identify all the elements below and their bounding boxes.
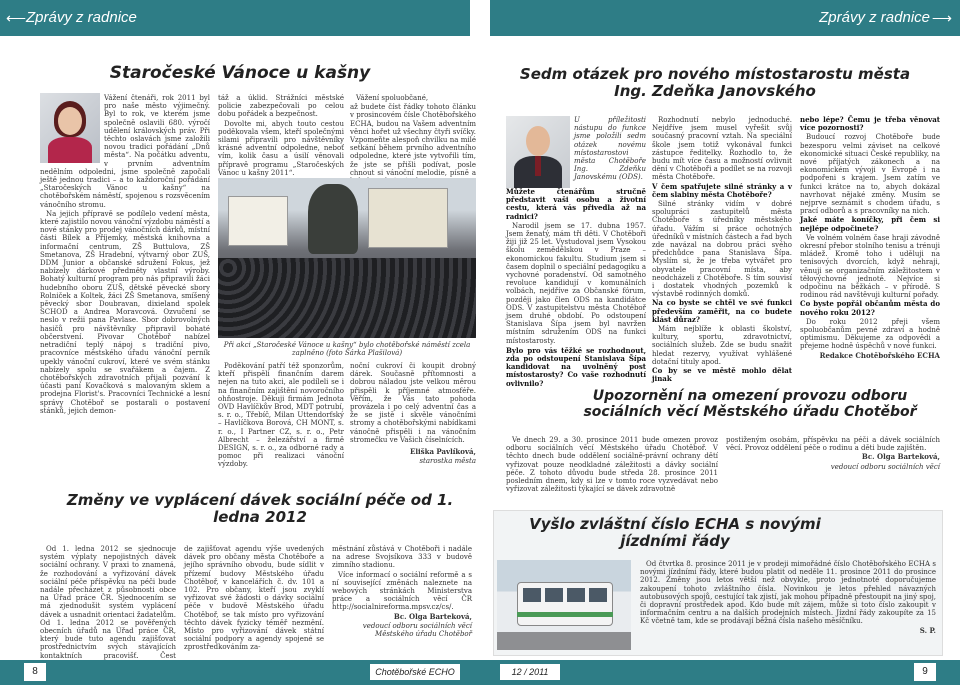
signature-role: starostka města: [419, 457, 476, 466]
benefits-column-2: [184, 545, 324, 655]
building-shape: [368, 188, 448, 248]
interview-intro: U příležitosti nástupu do funkce jsme položili sedm otázek novému místostarostovi města Chotěboře Ing. Zdeňku Janovskému (ODS).: [574, 116, 646, 182]
col3-paragraph-1: Vážení spoluobčané,: [356, 94, 429, 102]
page-number-left: 8: [24, 663, 46, 681]
col1-paragraph-1: [40, 94, 210, 209]
page-gutter: [470, 0, 490, 36]
header-left-text: Zprávy z radnice: [26, 9, 137, 26]
photo-float-space: [40, 94, 104, 166]
col3-paragraph-2: až budete číst řádky tohoto článku v prosincovém čísle Chotěbořského ECHA, budou na Vašem adventním věnci hořet už všechny čtyři svíčky. Vzpomeňte alespoň chvilku na milé setkání během prvního adventního odpoledne, které jste vytvořili tím, že jste se přišli podívat, posle chnout si vánoční melodie, písně a: [350, 103, 476, 177]
article-title-notice: Upozornění na omezení provozu odboru sociálních věcí Městského úřadu Chotěboř: [583, 388, 917, 421]
interview-column-3: [800, 116, 940, 364]
answer-1: Narodil jsem se 17. dubna 1957. Jsem ženatý, mám tři děti. V Chotěboři žiji již 25 let. Vystudoval jsem Vysokou školu zemědělskou v Praze – ekonomickou fakultu. Studium jsem si časem doplnil o speciální pedagogiku a vychovné poradenství. Od samotného revoluce kandidují v komunálních volbách, nejdříve za Občanské fórum, později jako člen ODS na kandidátce ODS. V zastupitelstvu města Chotěboř jsem druhé období. Po odstoupení Stanislava Šípa jsem byl navržen místním sdružením ODS na funkci místostarosty.: [506, 221, 646, 345]
question-6: Jaké máte koníčky, při čem si nejlépe odpočinete?: [800, 215, 940, 233]
building-shape: [228, 196, 288, 246]
article-title-benefits: Změny ve vyplácení dávek sociální péče od 1. ledna 2012: [66, 491, 454, 527]
benefits-column-3: [332, 545, 472, 655]
issue-number: 12 / 2011: [500, 664, 560, 680]
notice-paragraph-1: Ve dnech 29. a 30. prosince 2011 bude omezen provoz odboru sociálních věcí Městského úřadu Chotěboř. V těchto dnech bude oddělení sociálně-právní ochrany dětí vyřizovat pouze neodkladné záležitosti a dávky sociální péče. Z tohoto důvodu bude středa 28. prosince 2011 posledním dnem, kdy si lze v tomto roce vyzvedávat nebo vyřizovat záležitosti týkající se dávek zdravotně: [506, 436, 718, 494]
notice-signature-role: vedoucí odboru sociálních věcí: [830, 462, 940, 471]
notice-signature-name: Bc. Olga Barteková,: [861, 452, 940, 462]
notice-column-2: [726, 436, 940, 500]
article-title-interview: Sedm otázek pro nového místostarostu města Ing. Zdeňka Janovského: [519, 65, 911, 101]
notice-column-1: [506, 436, 718, 500]
special-issue-signature: S. P.: [919, 625, 936, 635]
special-issue-paragraph: Od čtvrtka 8. prosince 2011 je v prodeji mimořádné číslo Chotěbořského ECHA s novými jízdními řády, které budou platit od neděle 11. prosince 2011 do prosince 2012. Změny jsou letos větší než obvykle, proto jednotnoté doporučujeme zakoupení tohoto zvláštního čísla. Novinkou je letos přehled návazných autobusových spojů, cestující tak zjistí, jak mohou případně přestoupit na jiný spoj, či dopravní prostředek apod. Kdo bude mít zájem, může si toto číslo zakoupit v informačním centru a na dalších prodejních místech. Jízdní řády zakoupíte za 15 Kč včetně tam, kde se prodávají běžná čísla našeho měsíčníku.: [640, 560, 936, 626]
answer-4: Mám nejblíže k oblasti školství, kultury, sportu, zdravotnictví, sociálních služeb. Zde se budu snažit hledat rezervy, využívat vyhlášené dotační tituly apod.: [652, 325, 792, 366]
tree-shape: [308, 184, 358, 254]
arrow-right-icon: ⟶: [931, 10, 952, 26]
question-2: Bylo pro vás těžké se rozhodnout, zda po odstoupení Stanislava Šípa kandidovat na uvolněný post místostarosty? Co vaše rozhodnutí ovlivnilo?: [506, 345, 646, 388]
bus-photo: [497, 560, 631, 650]
article-column-2-top: [218, 94, 344, 177]
question-1: Můžete čtenářům stručně představit vaši osobu a životní cestu, která vás přivedla až na radnici?: [506, 187, 646, 221]
article-column-3-bottom: [350, 362, 476, 466]
page-number-right: 9: [914, 663, 936, 681]
page-header-right: [490, 0, 960, 36]
article-title-christmas: Staročeské Vánoce u kašny: [109, 63, 371, 83]
header-right-text: Zprávy z radnice: [819, 9, 930, 26]
col3-paragraph-3: noční cukroví či koupit drobný dárek. Současně přítomnosti a dobrou náladou jste velkou měrou přispěli k příjemné atmosféře. Věřím, že Vás tato pohoda provázela i po celý adventní čas a že se jistě i skvěle vánočními stromy a chotěbořskými nabídkami vánočně přispěli i na vánočním stromečku ve Vašich číselnících.: [350, 362, 476, 444]
interview-column-1: [506, 187, 646, 388]
benefits-paragraph-1: Od 1. ledna 2012 se sjednocuje systém výplaty nepojistných dávek sociální ochrany. V praxi to znamená, že rozhodování a vyřizování dávek sociální péče příspěvku na péči bude nadále přecházet z působnosti obce na Úřad práce ČR. Sjednocením se má zjednodušit systém vyplácení dávek a usnadnit orientaci žadatelům. Od 1. ledna 2012 se pověřených obecních úřadů na Úřad práce ČR, který bude tuto agendu zajišťovat prostřednictvím svých stávajících kontaktních pracovišť. Čest: [40, 545, 176, 660]
benefits-signature-name: Bc. Olga Barteková,: [393, 611, 472, 621]
article-column-2-bottom: [218, 362, 344, 469]
col1-p1-text: Vážení čtenáři, rok 2011 byl pro naše město výjimečný. Byl to rok, ve kterém jsme společně oslavili 680. výročí udělení královských práv. Při těchto oslavách jsme založili novou tradici pořádání „Dnů města“. Na počátku adventu, v prvním adventním nedělním odpoledni, jsme společně započali ještě jednou tradici – a to každoroční pořádání „Staročeských Vánoc u kašny“ na chotěbořském náměstí, spojenou s rozsvěcením vánočního stromu.: [40, 94, 210, 209]
tie-shape: [535, 156, 541, 176]
benefits-signature-role: vedoucí odboru sociálních věcí Městského úřadu Chotěboř: [362, 621, 472, 639]
col2-paragraph-2: Dovolte mi, abych touto cestou poděkovala všem, kteří společnými silami připravili pro návštěvníky krásné adventní odpoledne, neboť vím, kolik času a úsilí věnovali přípravě programu „Staročeských Vánoc u kašny 2011“.: [218, 119, 344, 177]
question-5: Co by se ve městě mohlo dělat jinak: [652, 366, 792, 384]
col2-paragraph-1: táž a úklid. Strážníci městské policie zabezpečovali po celou dobu pořádek a bezpečnost.: [218, 94, 344, 119]
magazine-name: Chotěbořské ECHO: [370, 664, 460, 680]
benefits-paragraph-4: Více informací o sociální reformě a s ní související změnách naleznete na webových stránkách Ministerstva práce a sociálních věcí ČR http://socialnireforma.mpsv.cz/cs/.: [332, 570, 472, 612]
col1-paragraph-2: Na jejich přípravě se podílelo vedení města, které zajistilo novou vánoční výzdobu náměstí a nové stánky pro prodej vánočních dárků, místní části Bílek a Příjemky, městská knihovna a informační centrum, ZŠ Buttulova, ZŠ Smetanova, ZŠ Hradební, výtvarný obor ZUŠ, DDM Junior a občanské sdružení Fokus, jež nabízely dárkové předměty vlastní výroby. Bohatý kulturní program pro nás připravili žáci hudebního oboru ZUŠ, dětské pěvecké sbory Rolniček a Koltek, žáci ZŠ Smetanova, smíšený pěvecký sbor Doubravan, dixieland spolek SCHOD a Andrea Moravcová. Ozvučení se neslo v režii pana Pavlase. Sbor dobrovolných hasičů pro návštěvníky připravil bohaté občerstvení. Pivovar Chotěboř nabízel netradiční teplý nápoj s tradiční pivo, pracovníce městského úřadu vánoční perník upekly vánoční cukroví, které ve svém stánku nabízely spolu se svařákem a čajem. Z chotěbořských zdravotních přijali pozvání k účasti paní Kovačková s malovaným sklem a prodejna Florist's. Pracovníci Technické a lesní správy Chotěboř se postarali o postavení stánků, jejich demon-: [40, 209, 210, 415]
col2-paragraph-3: Poděkování patří též sponzorům, kteří přispěli finančním darem nejen na tuto akci, ale podíleli se i na finančním zajištění novoročního ohňostroje. Děkuji firmám Jednota OVD Havlíčkův Brod, MDT potrubí, s. r. o., Třebíč, Milan Uttendorfský – Havlíčkova Borová, CH MONT, s. r. o., I Partner CZ, s. r. o., Petr Albrecht – železářství a firmě DESIGN, s. r. o., za odborné rady a pomoc při realizaci vánoční výzdoby.: [218, 362, 344, 469]
benefits-column-1: [40, 545, 176, 660]
article-column-1: [40, 94, 210, 544]
special-issue-text: [640, 560, 936, 654]
signature-name: Eliška Pavlíková,: [410, 447, 476, 457]
answer-7: Do roku 2012 přeji všem spoluobčanům pevné zdraví a hodně optimismu. Děkujeme za odpovědi a přejeme hodně úspěchů v nové funkci.: [800, 317, 940, 351]
page-footer: [0, 660, 960, 685]
answer-6: Ve volném volném čase hraji závodně okresní přebor stolního tenisu a trénuji mládež. Kromě toho i uděluji na tenisových dvorcích, když nehraji, věnuji se organizačním záležitostem v těłovýchovné jednotě. Nejvíce si odpočinu na běžkách – v přírodě. S rodinou rád navštěvuji kulturní pořady.: [800, 233, 940, 300]
question-5b: nebo lépe? Čemu je třeba věnovat více pozornosti?: [800, 115, 940, 133]
answer-2: Rozhodnutí nebylo jednoduché. Nejdříve jsem musel vyřešit svůj současný pracovní vztah. Na speciální škole jsem totiž vykonával funkci zástupce ředitelky. Rozhodlo to, že budu mít více času a možností ovlivnit dění v Chotěboři a podílet se na rozvoji města Chotěboře.: [652, 116, 792, 182]
crowd-shape: [218, 258, 476, 338]
bus-window-shape: [567, 588, 585, 602]
answer-3: Silné stránky vidím v dobré spolupráci zastupitelů města Chotěboře s úředníky městského úřadu. Vážím si práce ochotných úředníků v místních částech a řad bych zde navázal na dobrou práci svého předchůdce pana Stanislava Šípa. Myslím si, že je třeba vytvářet pro obyvatele pracovní místa, aby neodcházeli z Chotěboře. S tím souvisí i dostatek vhodných pozemků k výstavbě rodinných domků.: [652, 200, 792, 299]
question-4: Na co byste se chtěl ve své funkci především zaměřit, na co budete klást důraz?: [652, 298, 792, 324]
deputy-mayor-portrait: [506, 116, 570, 188]
answer-5: Budoucí rozvoj Chotěboře bude bezesporu velmi záviset na celkové ekonomické situaci České republiky, na nové příjatých zákonech a na ekonomickém vývoji v Evropě i na podpořeni s krajem. Jsem zatím ve funkci krátce na to, abych dokázal navrhovat nějaké změny. Musím se nejprve seznámit s chodem úřadu, s prací odborů a s pracovníky na nich.: [800, 133, 940, 216]
article-column-3-top: [350, 94, 476, 177]
benefits-paragraph-2: de zajišťovat agendu výše uvedených dávek pro občany města Chotěboře a jejího správního obvodu, bude sídlit v přízemí budovy Městského úřadu Chotěboř, v kancelářích č. dv. 101 a 102. Pro občany, kteří jsou zvyklí vyřizovat své žádosti o dávky sociální péče v budově Městského úřadu Chotěboř, se tak místo pro vyřizování těchto dávek fyzicky téměř nezmění. Místo pro vyřizování dávek státní sociální podpory a agendy spojené se zprostředkováním za-: [184, 545, 324, 652]
face-shape: [526, 126, 550, 156]
photo-caption: Při akci „Staročeské Vánoce u kašny“ bylo chotěbořské náměstí zcela zaplněno (foto Šárka Plašilová): [223, 341, 471, 357]
notice-paragraph-2: postiženým osobám, příspěvku na péči a dávek sociálních věcí. Provoz oddělení péče o rodinu a děti bude zajištěn.: [726, 436, 940, 453]
article-title-special-issue: Vyšlo zvláštní číslo ECHA s novými jízdními řády: [529, 515, 821, 551]
arrow-left-icon: ⟵: [6, 10, 27, 26]
bus-window-shape: [545, 588, 563, 602]
bus-window-shape: [523, 588, 541, 602]
question-7: Co byste popřál občanům města do nového roku 2012?: [800, 299, 940, 317]
bus-window-shape: [589, 588, 607, 602]
interview-column-2: [652, 116, 792, 384]
christmas-square-photo: [218, 178, 476, 338]
benefits-paragraph-3: městnání zůstává v Chotěboři i nadále na adrese Svojsíkova 333 v budově zimního stadionu.: [332, 545, 472, 570]
question-3: V čem spatřujete silné stránky a v čem slabiny města Chotěboře?: [652, 181, 792, 199]
bus-stripe-shape: [517, 612, 613, 617]
page-header-left: [0, 0, 470, 36]
redakce-signature: Redakce Chotěbořského ECHA: [819, 350, 940, 360]
